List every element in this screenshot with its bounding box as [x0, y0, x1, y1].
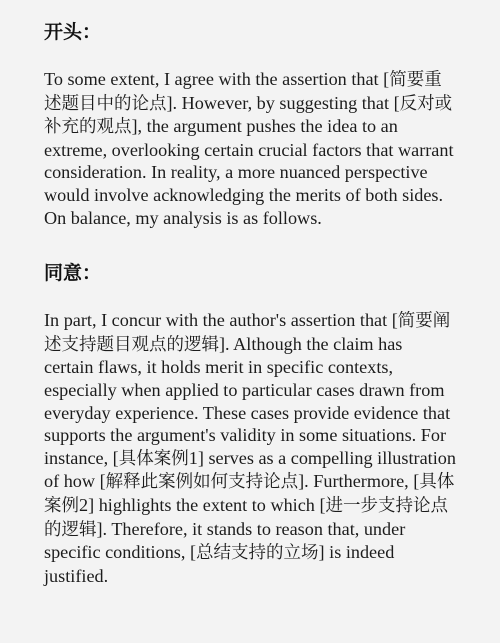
section-paragraph-agree: In part, I concur with the author's assertion that [简要阐述支持题目观点的逻辑]. Although the claim has certain flaws, it holds merit in specific contexts, especially when applied to particular cases drawn from everyday experience. These cases provide evidence that supports the argument's validity in some situations. For instance, [具体案例1] serves as a compelling illustration of how [解释此案例如何支持论点]. Furthermore, [具体案例2] highlights the extent to which [进一步支持论点的逻辑]. Therefore, it stands to reason that, under specific conditions, [总结支持的立场] is indeed justified. [44, 310, 456, 586]
section-heading-opening: 开头： [44, 21, 102, 43]
section-paragraph-opening: To some extent, I agree with the assertion that [简要重述题目中的论点]. However, by suggesting that [反对或补充的观点], the argument pushes the idea to an extreme, overlooking certain crucial factors that warrant consideration. In reality, a more nuanced perspective would involve acknowledging the merits of both sides. On balance, my analysis is as follows. [44, 69, 454, 228]
section-heading-agree: 同意： [44, 262, 102, 285]
